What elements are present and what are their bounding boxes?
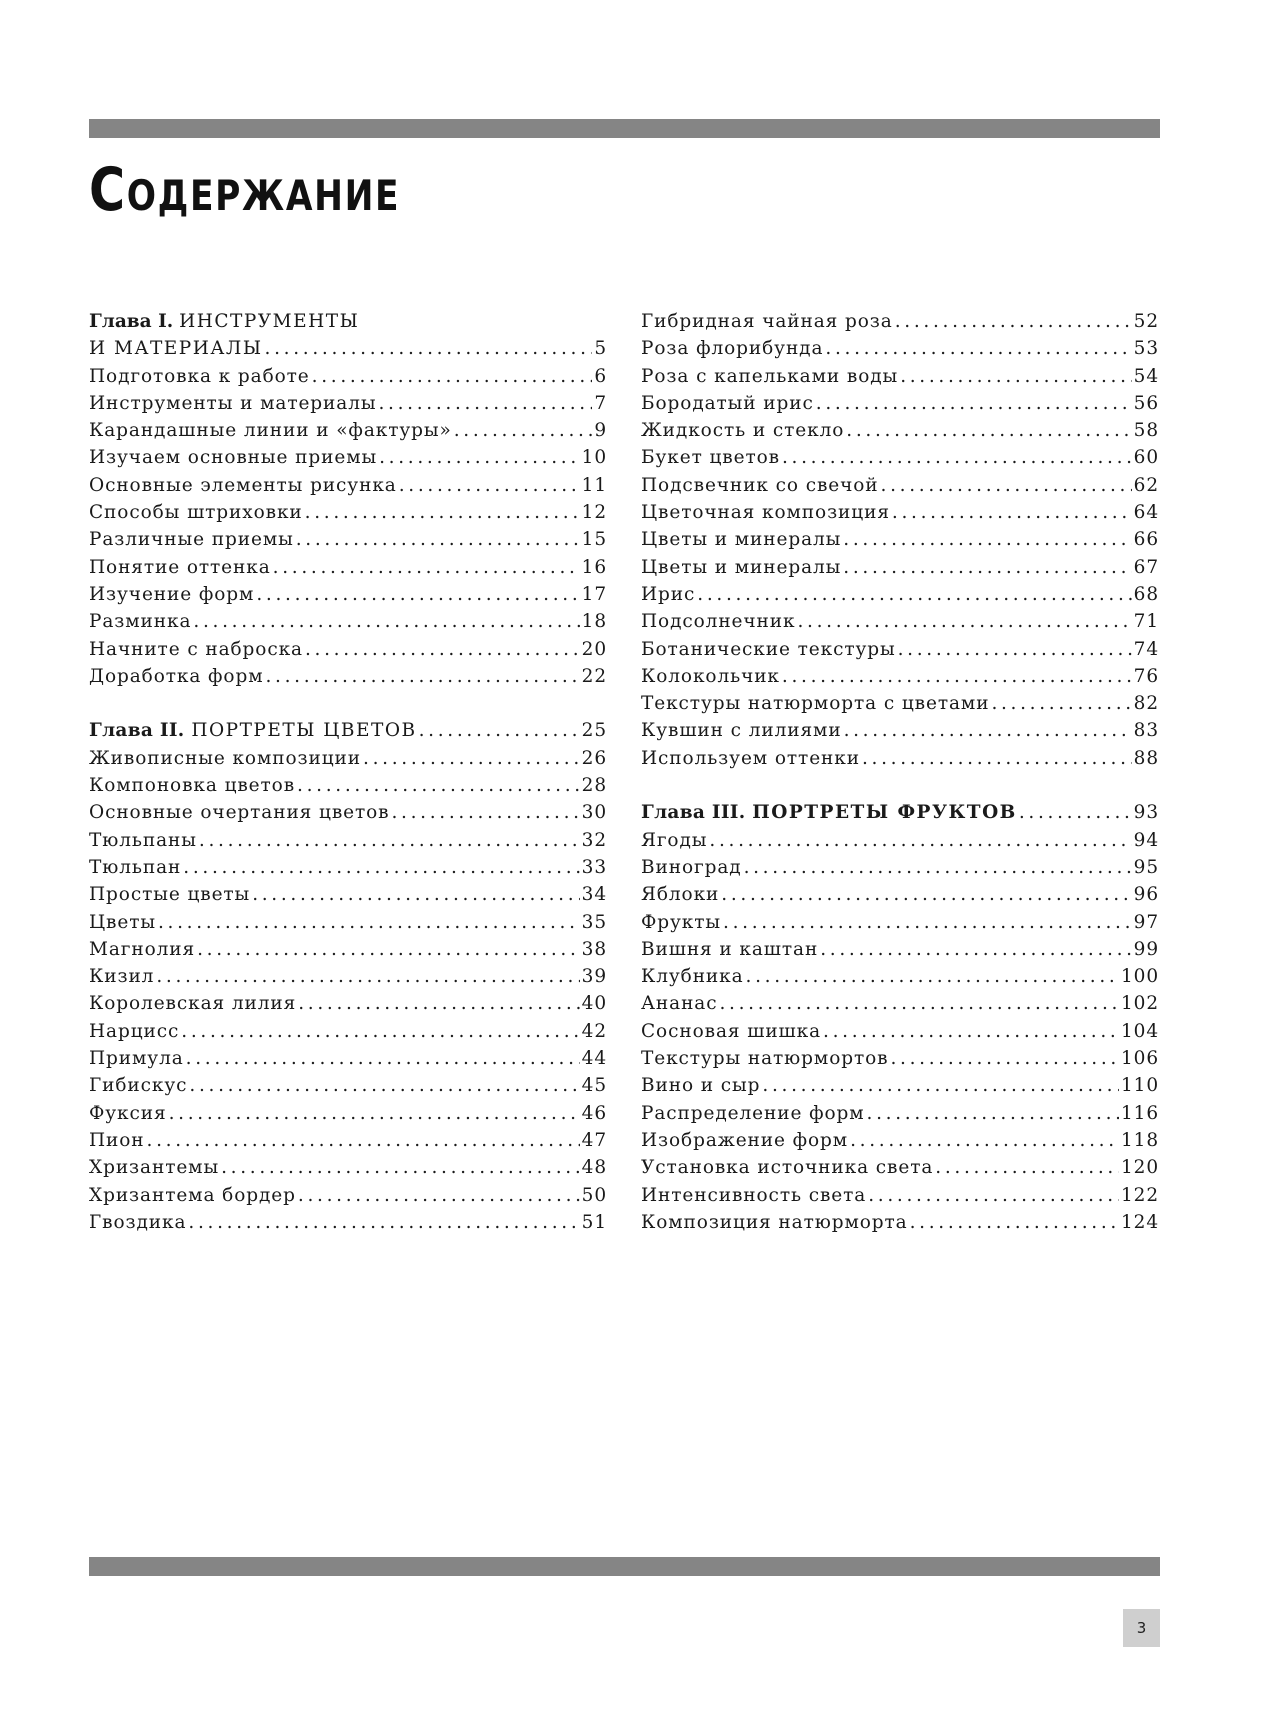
toc-right-column [641,308,1159,1236]
toc-entry[interactable] [89,772,607,799]
toc-entry-title: Магнолия [89,938,196,960]
chapter-1-items [89,363,607,691]
toc-entry[interactable] [89,881,607,908]
leader-dots [850,1127,1119,1154]
toc-entry-title: Фуксия [89,1102,167,1124]
toc-entry-page: 54 [1133,365,1159,387]
toc-entry[interactable] [89,909,607,936]
toc-entry[interactable] [89,936,607,963]
leader-dots [862,745,1132,772]
toc-entry[interactable] [641,1100,1159,1127]
toc-entry-page: 28 [581,775,607,797]
toc-entry-title: Пион [89,1129,145,1151]
toc-entry-title: Виноград [641,856,742,878]
toc-entry-page: 20 [581,638,607,660]
toc-entry[interactable] [641,745,1159,772]
toc-entry-title: Цветочная композиция [641,502,890,524]
toc-entry-page: 56 [1133,392,1159,414]
toc-entry-page: 53 [1133,338,1159,360]
chapter-3-heading[interactable] [641,799,1159,826]
toc-entry-page: 52 [1133,311,1159,332]
toc-entry-title: Карандашные линии и «фактуры» [89,420,452,442]
toc-entry[interactable] [89,1100,607,1127]
toc-entry-page: 60 [1133,447,1159,469]
leader-dots [197,936,580,963]
toc-entry[interactable] [641,390,1159,417]
leader-dots [900,363,1131,390]
leader-dots [312,363,593,390]
toc-entry-page: 26 [581,747,607,769]
toc-entry-title: Ирис [641,583,696,605]
toc-entry-title: Ягоды [641,829,708,851]
toc-entry-page: 7 [594,392,607,414]
toc-entry[interactable] [641,1127,1159,1154]
toc-entry[interactable] [89,1045,607,1072]
toc-entry-title: Цветы и минералы [641,529,842,551]
toc-entry-page: 39 [581,966,607,988]
toc-entry-page: 12 [581,502,607,524]
toc-entry[interactable] [641,963,1159,990]
page-title: Содержание [89,155,401,225]
chapter-2-heading[interactable] [89,717,607,744]
toc-entry[interactable] [89,854,607,881]
chapter-1-heading-line1 [89,308,607,335]
toc-entry-page: 44 [581,1048,607,1070]
toc-entry-title: Начните с наброска [89,638,303,660]
toc-entry-title: Установка источника света [641,1157,934,1179]
toc-entry-page: 6 [594,365,607,387]
toc-entry[interactable] [89,472,607,499]
toc-entry-page: 40 [581,993,607,1015]
toc-entry-title: Нарцисс [89,1020,180,1042]
toc-entry[interactable] [641,335,1159,362]
leader-dots [843,554,1131,581]
toc-entry[interactable] [89,1209,607,1236]
toc-entry[interactable] [641,1072,1159,1099]
leader-dots [890,1045,1119,1072]
toc-entry-page: 118 [1120,1129,1159,1151]
toc-entry-title: Хризантемы [89,1157,220,1179]
toc-entry[interactable] [89,554,607,581]
chapter-2-items [89,745,607,1236]
toc-entry[interactable] [89,581,607,608]
toc-entry-page: 48 [581,1157,607,1179]
leader-dots [844,717,1132,744]
leader-dots [363,745,580,772]
leader-dots [895,308,1132,335]
toc-entry[interactable] [89,608,607,635]
toc-entry[interactable] [641,827,1159,854]
toc-entry-title: Живописные композиции [89,747,362,769]
leader-dots [265,663,579,690]
toc-entry-page: 120 [1120,1157,1159,1179]
toc-entry-title: Клубника [641,966,744,988]
bottom-divider-bar [89,1557,1160,1576]
toc-entry-title: Жидкость и стекло [641,420,845,442]
toc-entry[interactable] [641,990,1159,1017]
toc-entry-title: Роза с капельками воды [641,365,899,387]
toc-entry[interactable] [89,663,607,690]
leader-dots [156,963,579,990]
leader-dots [273,554,580,581]
toc-entry[interactable] [641,663,1159,690]
toc-entry-title: Цветы [89,911,156,933]
toc-entry-title: Текстуры натюрмортов [641,1048,889,1070]
toc-entry-page: 110 [1120,1075,1159,1097]
toc-entry[interactable] [89,1127,607,1154]
toc-entry-title: Королевская лилия [89,993,297,1015]
leader-dots [935,1154,1119,1181]
toc-entry-title: Кувшин с лилиями [641,720,842,742]
toc-entry[interactable] [641,417,1159,444]
toc-entry[interactable] [89,417,607,444]
toc-entry-title: Вино и сыр [641,1075,761,1097]
leader-dots [252,881,579,908]
toc-entry-title: Изображение форм [641,1129,849,1151]
toc-entry-page: 46 [581,1102,607,1124]
leader-dots [147,1127,580,1154]
chapter-2-page: 25 [581,720,607,742]
toc-entry-title: Роза флорибунда [641,338,824,360]
toc-entry-title: Гибискус [89,1075,188,1097]
chapter-3-prefix: Глава III. [641,802,746,824]
toc-entry[interactable] [641,526,1159,553]
leader-dots [158,909,580,936]
toc-entry-title: Гвоздика [89,1211,187,1233]
toc-entry-title: Доработка форм [89,665,264,687]
toc-entry-title: Текстуры натюрморта с цветами [641,693,990,715]
leader-dots [193,608,579,635]
toc-entry[interactable] [641,1018,1159,1045]
leader-dots [782,444,1132,471]
toc-entry-title: Основные очертания цветов [89,802,390,824]
toc-entry-page: 32 [581,829,607,851]
leader-dots [762,1072,1119,1099]
toc-entry-page: 18 [581,611,607,633]
toc-entry-title: Цветы и минералы [641,556,842,578]
toc-entry[interactable] [89,444,607,471]
toc-entry-page: 15 [581,529,607,551]
leader-dots [297,772,580,799]
leader-dots [823,1018,1119,1045]
leader-dots [991,690,1131,717]
toc-entry-page: 116 [1120,1102,1159,1124]
leader-dots [298,1182,580,1209]
chapter-1-name-line1: ИНСТРУМЕНТЫ [179,311,360,332]
toc-entry[interactable] [89,636,607,663]
toc-entry[interactable] [641,1182,1159,1209]
toc-entry[interactable] [89,499,607,526]
toc-entry-page: 22 [581,665,607,687]
leader-dots [843,526,1131,553]
toc-entry-page: 94 [1133,829,1159,851]
toc-entry-page: 66 [1133,529,1159,551]
leader-dots [221,1154,580,1181]
leader-dots [181,1018,579,1045]
leader-dots [746,963,1119,990]
toc-entry[interactable] [89,799,607,826]
toc-entry[interactable] [89,990,607,1017]
top-divider-bar [89,119,1160,138]
toc-entry-page: 17 [581,583,607,605]
toc-entry-page: 74 [1133,638,1159,660]
leader-dots [797,608,1131,635]
leader-dots [265,335,593,362]
leader-dots [296,526,580,553]
toc-entry[interactable] [89,1154,607,1181]
toc-entry[interactable] [641,909,1159,936]
toc-entry-title: Подсолнечник [641,611,796,633]
leader-dots [720,990,1119,1017]
toc-entry-title: Сосновая шишка [641,1020,822,1042]
leader-dots [744,854,1132,881]
toc-entry-title: Подготовка к работе [89,365,310,387]
toc-entry[interactable] [89,827,607,854]
leader-dots [379,390,593,417]
toc-entry-page: 33 [581,856,607,878]
toc-entry[interactable] [89,363,607,390]
toc-entry-title: Простые цветы [89,884,251,906]
toc-entry-page: 35 [581,911,607,933]
toc-entry[interactable] [641,444,1159,471]
toc-entry-page: 83 [1133,720,1159,742]
toc-entry-title: Тюльпаны [89,829,197,851]
toc-entry[interactable] [89,1018,607,1045]
toc-entry-page: 64 [1133,502,1159,524]
toc-entry-title: Изучение форм [89,583,255,605]
leader-dots [186,1045,580,1072]
leader-dots [868,1182,1119,1209]
toc-entry-page: 9 [594,420,607,442]
toc-entry-title: Понятие оттенка [89,556,271,578]
leader-dots [892,499,1132,526]
leader-dots [399,472,580,499]
leader-dots [881,472,1132,499]
chapter-3-name: ПОРТРЕТЫ ФРУКТОВ [752,802,1017,824]
toc-entry-page: 102 [1120,993,1159,1015]
chapter-2-prefix: Глава II. [89,720,185,742]
leader-dots [1019,799,1132,826]
toc-entry-page: 11 [581,474,607,496]
toc-entry-title: Вишня и каштан [641,938,819,960]
chapter-2-continued-items [641,308,1159,772]
section-gap [89,690,607,717]
toc-entry-page: 30 [581,802,607,824]
toc-entry[interactable] [641,554,1159,581]
toc-entry-title: Яблоки [641,884,720,906]
leader-dots [910,1209,1119,1236]
toc-entry-page: 50 [581,1184,607,1206]
toc-entry-page: 51 [581,1211,607,1233]
toc-entry-title: Колокольчик [641,665,780,687]
leader-dots [867,1100,1119,1127]
leader-dots [454,417,593,444]
toc-entry-page: 82 [1133,693,1159,715]
chapter-3-page: 93 [1133,802,1159,824]
leader-dots [305,499,580,526]
leader-dots [298,990,579,1017]
toc-entry[interactable] [641,499,1159,526]
toc-entry-title: Ботанические текстуры [641,638,896,660]
chapter-3-items [641,827,1159,1236]
leader-dots [189,1072,579,1099]
toc-entry-title: Используем оттенки [641,747,860,769]
leader-dots [379,444,580,471]
toc-entry-title: Фрукты [641,911,722,933]
toc-entry-page: 88 [1133,747,1159,769]
leader-dots [188,1209,579,1236]
leader-dots [256,581,579,608]
toc-entry-page: 58 [1133,420,1159,442]
toc-entry[interactable] [89,526,607,553]
toc-entry-title: Хризантема бордер [89,1184,296,1206]
toc-entry-page: 45 [581,1075,607,1097]
toc-entry-page: 16 [581,556,607,578]
chapter-1-name-line2: И МАТЕРИАЛЫ [89,338,263,360]
toc-entry[interactable] [89,963,607,990]
toc-entry[interactable] [89,390,607,417]
leader-dots [721,881,1131,908]
toc-entry-page: 106 [1120,1048,1159,1070]
toc-entry-title: Ананас [641,993,718,1015]
toc-entry-page: 42 [581,1020,607,1042]
chapter-1-heading[interactable] [89,335,607,362]
chapter-1-page: 5 [594,338,607,360]
toc-left-column [89,308,607,1236]
toc-entry-page: 68 [1133,583,1159,605]
leader-dots [723,909,1132,936]
toc-entry[interactable] [641,1154,1159,1181]
toc-entry-title: Инструменты и материалы [89,392,377,414]
toc-entry[interactable] [641,1209,1159,1236]
leader-dots [697,581,1131,608]
toc-entry-title: Изучаем основные приемы [89,447,378,469]
toc-entry[interactable] [641,308,1159,335]
toc-entry[interactable] [641,636,1159,663]
page-number-badge: 3 [1123,1609,1160,1647]
toc-entry[interactable] [641,854,1159,881]
toc-entry-title: Гибридная чайная роза [641,311,893,332]
toc-entry-page: 62 [1133,474,1159,496]
toc-entry[interactable] [641,690,1159,717]
toc-entry-title: Основные элементы рисунка [89,474,397,496]
toc-entry[interactable] [641,717,1159,744]
toc-entry-title: Букет цветов [641,447,780,469]
toc-entry-title: Распределение форм [641,1102,865,1124]
toc-entry-title: Примула [89,1048,184,1070]
leader-dots [820,936,1131,963]
leader-dots [782,663,1132,690]
toc-entry-page: 67 [1133,556,1159,578]
leader-dots [846,417,1131,444]
toc-entry-title: Различные приемы [89,529,294,551]
section-gap [641,772,1159,799]
toc-entry-page: 100 [1120,966,1159,988]
toc-entry-page: 97 [1133,911,1159,933]
toc-entry-title: Интенсивность света [641,1184,867,1206]
leader-dots [816,390,1132,417]
toc-entry-page: 122 [1120,1184,1159,1206]
chapter-2-name: ПОРТРЕТЫ ЦВЕТОВ [191,720,417,742]
toc-entry[interactable] [641,581,1159,608]
toc-entry-page: 95 [1133,856,1159,878]
toc-entry[interactable] [641,936,1159,963]
toc-entry-title: Кизил [89,966,155,988]
toc-entry[interactable] [89,745,607,772]
toc-entry[interactable] [641,881,1159,908]
toc-entry[interactable] [641,608,1159,635]
leader-dots [825,335,1131,362]
chapter-1-prefix: Глава I. [89,311,174,332]
leader-dots [391,799,579,826]
toc-entry-page: 96 [1133,884,1159,906]
toc-entry[interactable] [641,1045,1159,1072]
leader-dots [183,854,579,881]
leader-dots [169,1100,580,1127]
toc-entry-page: 34 [581,884,607,906]
toc-entry-title: Подсвечник со свечой [641,474,879,496]
toc-entry-title: Разминка [89,611,192,633]
toc-entry-title: Компоновка цветов [89,775,296,797]
leader-dots [898,636,1132,663]
toc-entry-title: Бородатый ирис [641,392,814,414]
toc-entry[interactable] [641,363,1159,390]
leader-dots [199,827,580,854]
toc-entry-page: 104 [1120,1020,1159,1042]
toc-entry-page: 71 [1133,611,1159,633]
leader-dots [305,636,580,663]
toc-entry-title: Композиция натюрморта [641,1211,908,1233]
leader-dots [709,827,1131,854]
toc-entry-page: 76 [1133,665,1159,687]
toc-entry-page: 38 [581,938,607,960]
toc-entry[interactable] [89,1072,607,1099]
leader-dots [419,717,580,744]
toc-entry-title: Способы штриховки [89,502,303,524]
toc-entry-page: 124 [1120,1211,1159,1233]
toc-entry-page: 10 [581,447,607,469]
toc-entry[interactable] [641,472,1159,499]
toc-entry-page: 99 [1133,938,1159,960]
toc-entry[interactable] [89,1182,607,1209]
toc-entry-title: Тюльпан [89,856,182,878]
toc-entry-page: 47 [581,1129,607,1151]
